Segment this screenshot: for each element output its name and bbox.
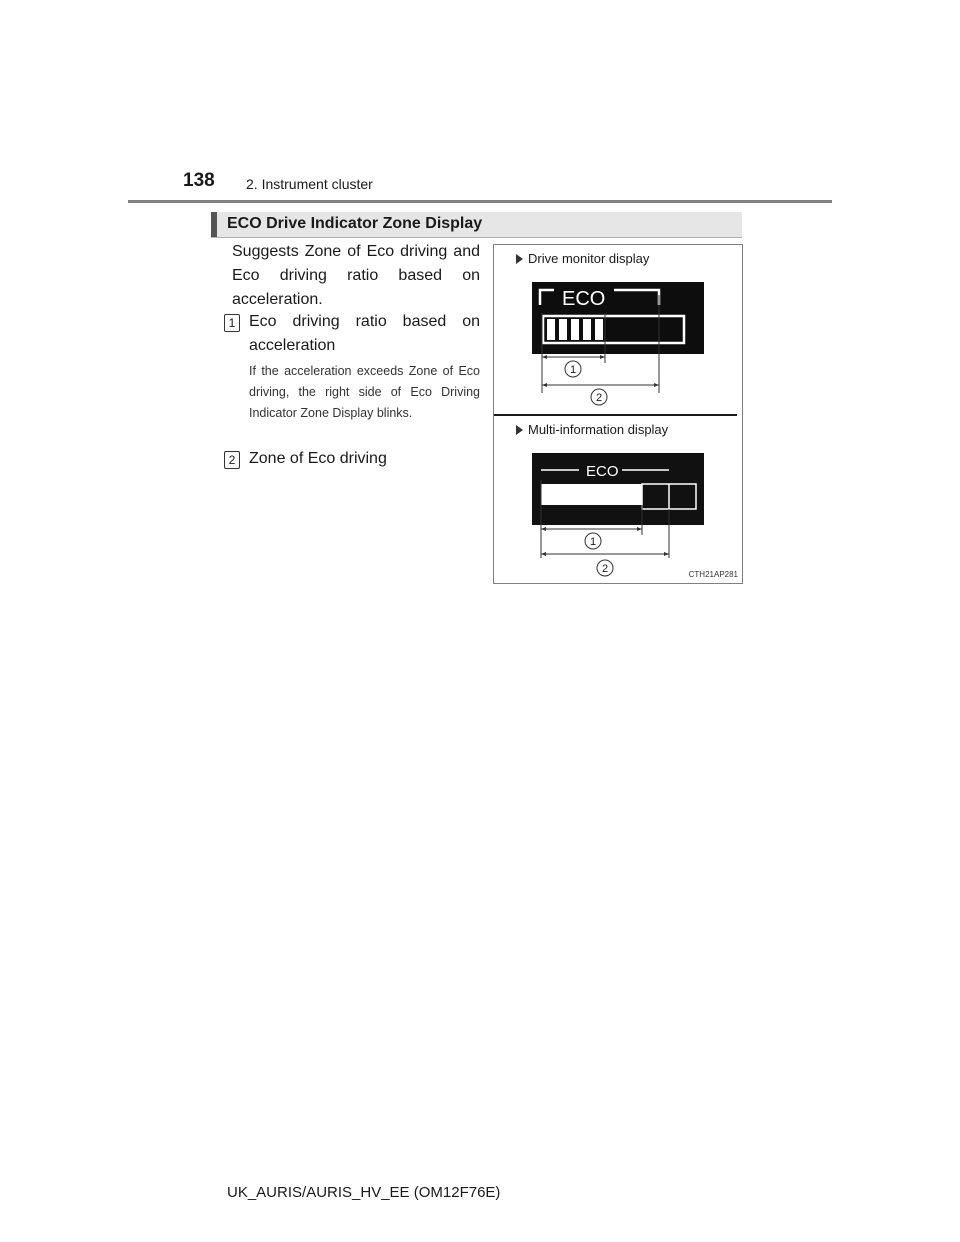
item-text-2: Zone of Eco driving <box>249 450 387 467</box>
figure-label-multi-info: Multi-information display <box>528 422 669 437</box>
footer-model: UK_AURIS/AURIS_HV_EE (OM12F76E) <box>227 1184 501 1201</box>
intro-paragraph: Suggests Zone of Eco driving and Eco driving ratio based on acceleration. <box>232 243 480 308</box>
item-note-1: If the acceleration exceeds Zone of Eco driving, the right side of Eco Driving Indicator Zone Display blinks. <box>249 364 480 420</box>
figure-illustration <box>494 245 742 583</box>
figure-box <box>493 244 743 584</box>
triangle-bullet-icon <box>516 254 523 264</box>
svg-text:2: 2 <box>595 392 603 404</box>
svg-text:2: 2 <box>601 563 609 575</box>
item-text-1: Eco driving ratio based on acceleration <box>249 313 480 354</box>
svg-text:1: 1 <box>569 364 577 376</box>
figure-code: CTH21AP281 <box>688 570 738 579</box>
triangle-bullet-icon <box>516 425 523 435</box>
svg-text:1: 1 <box>589 536 597 548</box>
page-number: 138 <box>183 170 215 191</box>
section-heading-bar <box>211 212 742 238</box>
header-divider <box>128 200 832 203</box>
drive-monitor-eco-text: ECO <box>562 288 606 310</box>
chapter-title: 2. Instrument cluster <box>246 176 373 192</box>
item-number-2: 2 <box>224 451 240 469</box>
multi-info-eco-text: ECO <box>586 463 619 480</box>
section-accent <box>211 212 217 237</box>
item-number-1: 1 <box>224 314 240 332</box>
section-title: ECO Drive Indicator Zone Display <box>227 215 483 232</box>
figure-label-drive-monitor: Drive monitor display <box>528 251 650 266</box>
